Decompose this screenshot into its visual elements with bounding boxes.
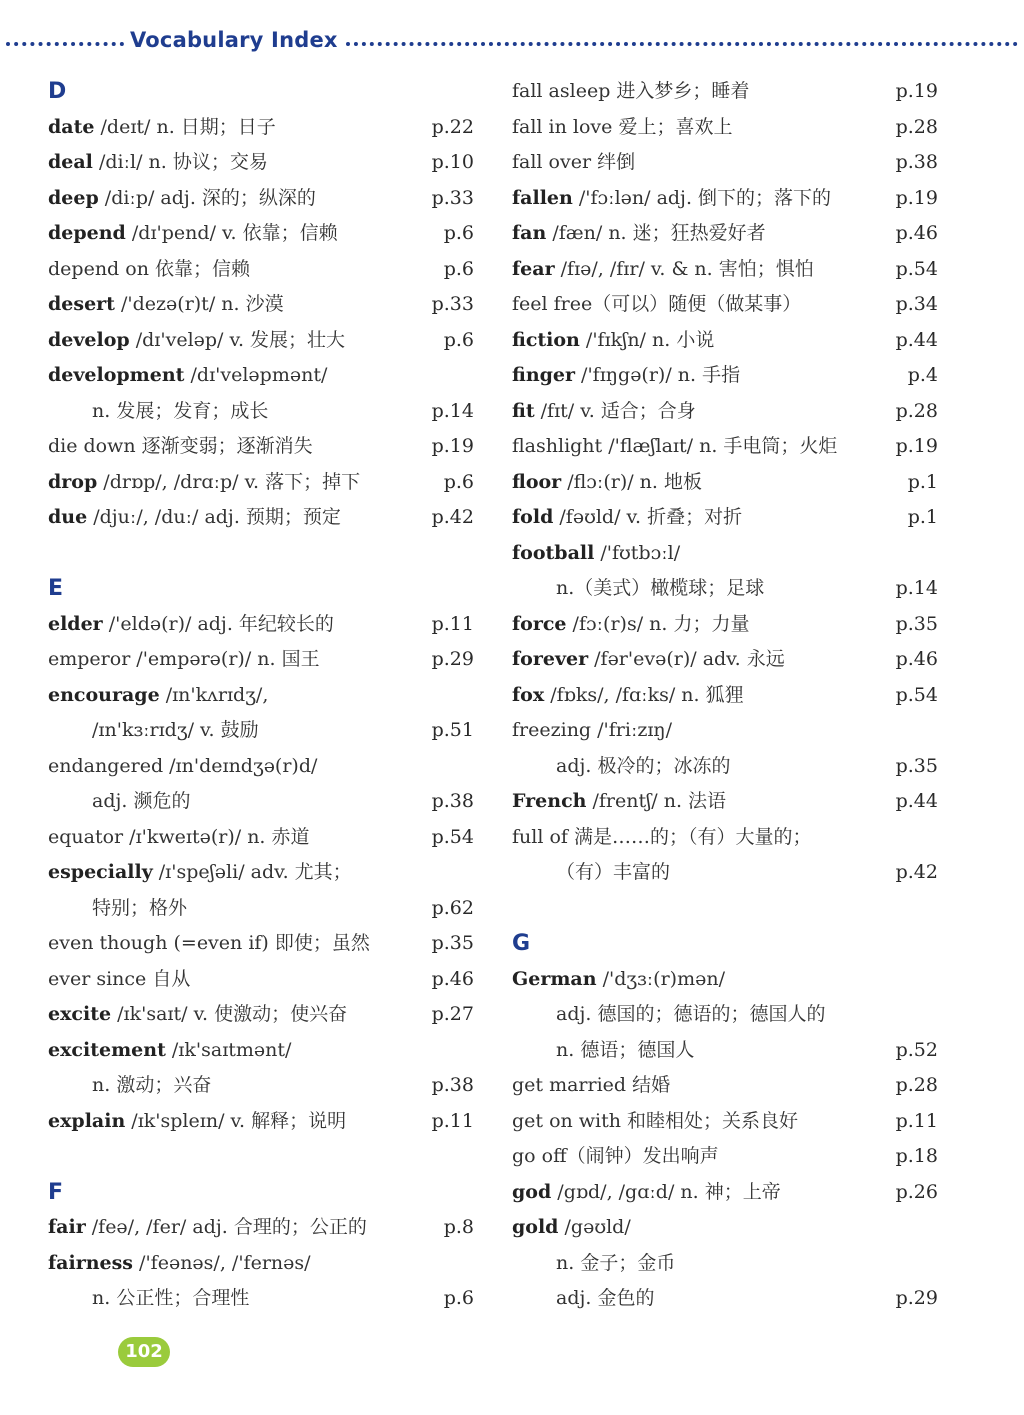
- vocab-entry: [48, 465, 478, 501]
- entry-text: [512, 287, 801, 323]
- entry-definition: /drɒp/, /drɑːp/ v. 落下；掉下: [97, 470, 361, 493]
- vocab-entry: [512, 1281, 942, 1317]
- vocab-entry: [512, 678, 942, 714]
- page-ref: p.27: [431, 1003, 474, 1025]
- entry-text: [48, 429, 313, 465]
- vocab-entry: [48, 997, 478, 1033]
- entry-definition: endangered /ɪn'deɪndʒə(r)d/: [48, 754, 318, 777]
- entry-text: [512, 749, 730, 785]
- vocab-entry: [48, 1281, 478, 1317]
- page-ref: p.6: [443, 222, 474, 244]
- headword: fair: [48, 1216, 86, 1238]
- entry-text: [512, 713, 672, 749]
- vocab-entry: [48, 926, 478, 962]
- vocab-entry: [512, 145, 942, 181]
- headword: depend: [48, 222, 126, 244]
- vocab-entry: [512, 962, 942, 998]
- entry-text: [48, 358, 327, 394]
- entry-definition: /gɒd/, /gɑːd/ n. 神；上帝: [551, 1180, 781, 1203]
- vocab-entry: [512, 429, 942, 465]
- entry-text: [512, 500, 742, 536]
- entry-definition: /diːl/ n. 协议；交易: [92, 151, 268, 173]
- page-ref: p.44: [895, 328, 938, 351]
- headword: desert: [48, 293, 115, 315]
- entry-text: [512, 145, 635, 181]
- entry-text: [48, 1068, 211, 1104]
- entry-definition: /ɪk'spleɪn/ v. 解释；说明: [125, 1109, 347, 1132]
- headword: deal: [48, 151, 93, 173]
- vocab-entry: [48, 181, 478, 217]
- vocab-entry: [512, 1104, 942, 1140]
- page-ref: p.54: [895, 683, 938, 706]
- page-ref: p.6: [443, 1287, 474, 1309]
- page-ref: p.46: [431, 967, 474, 990]
- entry-definition: /diːp/ adj. 深的；纵深的: [98, 186, 316, 209]
- vocab-entry: [512, 465, 942, 501]
- entry-definition: /'fʊtbɔːl/: [594, 541, 681, 564]
- vocab-entry: [512, 358, 942, 394]
- vocab-entry: [512, 216, 942, 252]
- dotted-rule-left: [6, 42, 124, 46]
- entry-definition: /feə/, /fer/ adj. 合理的；公正的: [85, 1216, 367, 1238]
- entry-text: [512, 216, 766, 252]
- page-ref: p.52: [895, 1038, 938, 1061]
- page-header: [0, 28, 1024, 58]
- headword: excitement: [48, 1038, 166, 1061]
- headword: fiction: [512, 328, 580, 351]
- entry-definition: n. 公正性；合理性: [92, 1287, 250, 1309]
- vocab-entry: [512, 607, 942, 643]
- vocab-entry: [48, 1210, 478, 1246]
- entry-definition: /dɪ'veləpmənt/: [184, 364, 328, 386]
- vocab-entry: [512, 713, 942, 749]
- entry-text: [512, 607, 749, 643]
- vocab-entry: [512, 1175, 942, 1211]
- page-ref: p.19: [895, 80, 938, 102]
- entry-text: [512, 1210, 631, 1246]
- page-ref: p.42: [895, 861, 938, 883]
- headword: explain: [48, 1109, 126, 1132]
- entry-definition: /ɪk'saɪt/ v. 使激动；使兴奋: [111, 1003, 348, 1025]
- page-ref: p.14: [895, 577, 938, 599]
- entry-text: [512, 536, 680, 572]
- entry-definition: emperor /'empərə(r)/ n. 国王: [48, 648, 320, 670]
- entry-definition: /'feənəs/, /'fernəs/: [133, 1251, 311, 1274]
- page-ref: p.28: [895, 399, 938, 422]
- page-ref: p.62: [431, 896, 474, 919]
- headword: fox: [512, 683, 545, 706]
- page-ref: p.6: [443, 470, 474, 493]
- vocab-column-left: [48, 74, 478, 1317]
- section-letter: F: [48, 1179, 64, 1205]
- entry-text: [512, 1068, 670, 1104]
- headword: fold: [512, 506, 554, 528]
- section-letter: G: [512, 931, 531, 956]
- page-ref: p.18: [895, 1145, 938, 1167]
- entry-text: [512, 855, 670, 891]
- page-ref: p.1: [907, 506, 938, 528]
- entry-definition: flashlight /'flæʃlaɪt/ n. 手电筒；火炬: [512, 435, 838, 457]
- headword: gold: [512, 1216, 559, 1238]
- entry-definition: /'fɪkʃn/ n. 小说: [579, 328, 715, 351]
- entry-definition: /ɪk'saɪtmənt/: [165, 1038, 292, 1061]
- entry-text: [512, 784, 726, 820]
- vocab-entry: [48, 429, 478, 465]
- entry-text: [512, 465, 702, 501]
- headword: deep: [48, 186, 99, 209]
- headword: elder: [48, 612, 103, 635]
- page-ref: p.33: [431, 293, 474, 315]
- entry-text: [512, 181, 831, 217]
- entry-text: [512, 394, 696, 430]
- page-ref: p.54: [895, 257, 938, 280]
- vocab-entry: [48, 1246, 478, 1282]
- entry-text: [512, 820, 811, 856]
- vocab-entry: [512, 749, 942, 785]
- page-ref: p.11: [431, 612, 474, 635]
- entry-definition: adj. 濒危的: [92, 790, 191, 812]
- dotted-rule-right: [346, 42, 1018, 46]
- entry-definition: /'eldə(r)/ adj. 年纪较长的: [102, 612, 334, 635]
- headword: especially: [48, 861, 153, 883]
- entry-definition: n.（美式）橄榄球；足球: [556, 577, 765, 599]
- page-ref: p.46: [895, 222, 938, 244]
- entry-definition: even though (=even if) 即使；虽然: [48, 932, 370, 954]
- entry-definition: /ɪ'speʃəli/ adv. 尤其；: [152, 861, 352, 883]
- page-ref: p.38: [895, 151, 938, 173]
- entry-text: [512, 1104, 798, 1140]
- headword: force: [512, 612, 567, 635]
- entry-text: [48, 891, 187, 927]
- entry-definition: /fɒks/, /fɑːks/ n. 狐狸: [544, 683, 744, 706]
- entry-definition: adj. 金色的: [556, 1287, 655, 1309]
- entry-definition: get on with 和睦相处；关系良好: [512, 1109, 799, 1132]
- page-ref: p.6: [443, 257, 474, 280]
- entry-text: [512, 1033, 694, 1069]
- page-ref: p.34: [895, 293, 938, 315]
- page-ref: p.28: [895, 115, 938, 138]
- headword: fallen: [512, 186, 573, 209]
- entry-text: [512, 323, 714, 359]
- vocab-entry: [48, 749, 478, 785]
- page-ref: p.51: [431, 719, 474, 741]
- page-ref: p.35: [431, 932, 474, 954]
- page-ref: p.10: [431, 151, 474, 173]
- entry-definition: full of 满是……的；（有）大量的；: [512, 825, 812, 848]
- entry-text: [48, 394, 268, 430]
- vocab-column-right: [512, 74, 942, 1317]
- headword: god: [512, 1180, 552, 1203]
- entry-text: [512, 1281, 654, 1317]
- entry-text: [512, 74, 749, 110]
- page-ref: p.35: [895, 612, 938, 635]
- entry-definition: depend on 依靠；信赖: [48, 257, 250, 280]
- vocab-entry: [512, 784, 942, 820]
- entry-definition: adj. 极冷的；冰冻的: [556, 754, 731, 777]
- page-ref: p.29: [431, 648, 474, 670]
- section-gap: [48, 1139, 478, 1175]
- vocab-entry: [48, 1033, 478, 1069]
- entry-definition: adj. 德国的；德语的；德国人的: [556, 1003, 826, 1025]
- entry-definition: /djuː/, /duː/ adj. 预期；预定: [87, 506, 341, 528]
- entry-definition: /fɪt/ v. 适合；合身: [534, 399, 696, 422]
- vocab-entry: [48, 145, 478, 181]
- page-ref: p.1: [907, 470, 938, 493]
- section-gap: [48, 536, 478, 572]
- entry-text: [512, 110, 732, 146]
- section-letter: E: [48, 576, 64, 601]
- vocab-entry: [48, 358, 478, 394]
- vocab-entry: [512, 1139, 942, 1175]
- page-ref: p.38: [431, 1074, 474, 1096]
- entry-definition: /fɪə/, /fɪr/ v. & n. 害怕；惧怕: [554, 257, 814, 280]
- entry-text: [512, 571, 764, 607]
- vocab-entry: [48, 820, 478, 856]
- entry-definition: freezing /'friːzɪŋ/: [512, 719, 673, 741]
- page-ref: p.14: [431, 399, 474, 422]
- page-ref: p.42: [431, 506, 474, 528]
- entry-definition: /dɪ'veləp/ v. 发展；壮大: [129, 328, 346, 351]
- entry-text: [512, 252, 814, 288]
- entry-text: [48, 500, 341, 536]
- vocab-entry: [512, 642, 942, 678]
- entry-definition: equator /ɪ'kweɪtə(r)/ n. 赤道: [48, 825, 310, 848]
- vocab-entry: [512, 74, 942, 110]
- entry-definition: fall over 绊倒: [512, 151, 636, 173]
- entry-text: [48, 678, 268, 714]
- page-ref: p.19: [895, 435, 938, 457]
- entry-definition: /gəʊld/: [558, 1216, 631, 1238]
- entry-text: [48, 465, 360, 501]
- entry-text: [48, 252, 250, 288]
- vocab-entry: [512, 252, 942, 288]
- entry-definition: /ɪn'kʌrɪdʒ/,: [159, 683, 269, 706]
- vocab-entry: [512, 181, 942, 217]
- entry-definition: fall in love 爱上；喜欢上: [512, 115, 733, 138]
- entry-text: [48, 110, 276, 146]
- entry-text: [48, 1104, 346, 1140]
- page-ref: p.35: [895, 754, 938, 777]
- entry-text: [48, 713, 259, 749]
- vocab-entry: [512, 1068, 942, 1104]
- vocab-entry: [512, 500, 942, 536]
- page-ref: p.26: [895, 1180, 938, 1203]
- entry-text: [48, 820, 310, 856]
- vocab-entry: [48, 642, 478, 678]
- headword: date: [48, 115, 95, 138]
- entry-definition: n. 金子；金币: [556, 1251, 676, 1274]
- vocab-entry: [512, 287, 942, 323]
- headword: finger: [512, 364, 576, 386]
- entry-definition: go off（闹钟）发出响声: [512, 1145, 719, 1167]
- vocab-entry: [48, 1068, 478, 1104]
- entry-definition: n. 德语；德国人: [556, 1038, 695, 1061]
- vocab-entry: [512, 110, 942, 146]
- entry-text: [48, 607, 334, 643]
- vocab-entry: [48, 891, 478, 927]
- entry-definition: /'dezə(r)t/ n. 沙漠: [114, 293, 284, 315]
- entry-text: [48, 323, 345, 359]
- entry-definition: /dɪ'pend/ v. 依靠；信赖: [125, 222, 338, 244]
- page-ref: p.28: [895, 1074, 938, 1096]
- vocab-entry: [48, 323, 478, 359]
- entry-text: [512, 1246, 675, 1282]
- entry-definition: feel free（可以）随便（做某事）: [512, 293, 802, 315]
- vocab-entry: [48, 962, 478, 998]
- entry-text: [48, 962, 190, 998]
- headword: German: [512, 967, 597, 990]
- entry-text: [48, 181, 316, 217]
- vocab-entry: [512, 1246, 942, 1282]
- entry-definition: n. 激动；兴奋: [92, 1074, 212, 1096]
- vocab-entry: [512, 855, 942, 891]
- vocab-entry: [512, 997, 942, 1033]
- page-ref: p.33: [431, 186, 474, 209]
- page-ref: p.46: [895, 648, 938, 670]
- page-ref: p.22: [431, 115, 474, 138]
- entry-text: [48, 642, 320, 678]
- page-ref: p.54: [431, 825, 474, 848]
- vocab-entry: [48, 216, 478, 252]
- headword: fan: [512, 222, 547, 244]
- entry-definition: die down 逐渐变弱；逐渐消失: [48, 435, 313, 457]
- entry-text: [512, 642, 785, 678]
- vocab-entry: [512, 323, 942, 359]
- page-ref: p.11: [431, 1109, 474, 1132]
- vocab-entry: [48, 784, 478, 820]
- vocab-entry: [48, 252, 478, 288]
- page-ref: p.11: [895, 1109, 938, 1132]
- entry-definition: n. 发展；发育；成长: [92, 399, 269, 422]
- entry-text: [48, 145, 268, 181]
- entry-text: [48, 287, 284, 323]
- entry-text: [512, 962, 725, 998]
- headword: floor: [512, 470, 562, 493]
- entry-text: [512, 1175, 781, 1211]
- vocab-entry: [512, 394, 942, 430]
- headword: fear: [512, 257, 555, 280]
- entry-definition: /'fɪŋgə(r)/ n. 手指: [575, 364, 741, 386]
- entry-text: [48, 784, 190, 820]
- vocab-entry: [512, 571, 942, 607]
- entry-definition: /deɪt/ n. 日期；日子: [94, 115, 276, 138]
- entry-definition: /fɔː(r)s/ n. 力；力量: [566, 612, 750, 635]
- page-ref: p.19: [895, 186, 938, 209]
- entry-text: [48, 855, 352, 891]
- vocab-entry: [48, 394, 478, 430]
- headword: French: [512, 790, 587, 812]
- entry-text: [48, 1033, 291, 1069]
- entry-definition: 特别；格外: [92, 896, 188, 919]
- vocab-entry: [48, 1104, 478, 1140]
- headword: football: [512, 541, 595, 564]
- headword: due: [48, 506, 88, 528]
- entry-definition: /flɔː(r)/ n. 地板: [561, 470, 702, 493]
- entry-definition: ever since 自从: [48, 967, 191, 990]
- page-ref: p.8: [443, 1216, 474, 1238]
- page-ref: p.6: [443, 328, 474, 351]
- entry-text: [48, 749, 317, 785]
- entry-definition: /'dʒɜː(r)mən/: [596, 967, 725, 990]
- headword: encourage: [48, 683, 160, 706]
- page-ref: p.29: [895, 1287, 938, 1309]
- entry-text: [48, 997, 347, 1033]
- entry-text: [512, 997, 825, 1033]
- entry-text: [48, 1281, 249, 1317]
- header-title: Vocabulary Index: [130, 28, 338, 52]
- page-number-badge: 102: [118, 1337, 170, 1367]
- entry-text: [48, 926, 370, 962]
- vocab-entry: [48, 110, 478, 146]
- section-gap: [512, 891, 942, 927]
- entry-text: [512, 358, 740, 394]
- vocab-entry: [48, 855, 478, 891]
- entry-definition: /fəʊld/ v. 折叠；对折: [553, 506, 743, 528]
- page-ref: p.4: [907, 364, 938, 386]
- vocab-entry: [512, 1210, 942, 1246]
- entry-definition: /frentʃ/ n. 法语: [586, 790, 727, 812]
- vocab-entry: [512, 820, 942, 856]
- vocab-entry: [48, 713, 478, 749]
- entry-text: [512, 1139, 719, 1175]
- vocab-entry: [48, 500, 478, 536]
- headword: drop: [48, 470, 98, 493]
- entry-definition: /fər'evə(r)/ adv. 永远: [588, 648, 785, 670]
- entry-definition: get married 结婚: [512, 1074, 671, 1096]
- section-letter: D: [48, 79, 67, 104]
- headword: forever: [512, 648, 589, 670]
- vocab-entry: [48, 287, 478, 323]
- vocab-entry: [512, 536, 942, 572]
- entry-definition: /fæn/ n. 迷；狂热爱好者: [546, 222, 766, 244]
- headword: excite: [48, 1003, 112, 1025]
- headword: fairness: [48, 1251, 134, 1274]
- page-ref: p.19: [431, 435, 474, 457]
- page-ref: p.38: [431, 790, 474, 812]
- vocab-entry: [512, 1033, 942, 1069]
- entry-text: [48, 1210, 367, 1246]
- entry-text: [48, 216, 338, 252]
- entry-text: [48, 1246, 311, 1282]
- headword: development: [48, 364, 185, 386]
- entry-definition: （有）丰富的: [556, 861, 671, 883]
- entry-definition: fall asleep 进入梦乡；睡着: [512, 80, 750, 102]
- entry-text: [512, 429, 837, 465]
- vocab-entry: [48, 678, 478, 714]
- vocab-entry: [48, 607, 478, 643]
- headword: fit: [512, 399, 535, 422]
- page-ref: p.44: [895, 790, 938, 812]
- entry-definition: /'fɔːlən/ adj. 倒下的；落下的: [572, 186, 832, 209]
- entry-text: [512, 678, 744, 714]
- headword: develop: [48, 328, 130, 351]
- entry-definition: /ɪn'kɜːrɪdʒ/ v. 鼓励: [92, 719, 259, 741]
